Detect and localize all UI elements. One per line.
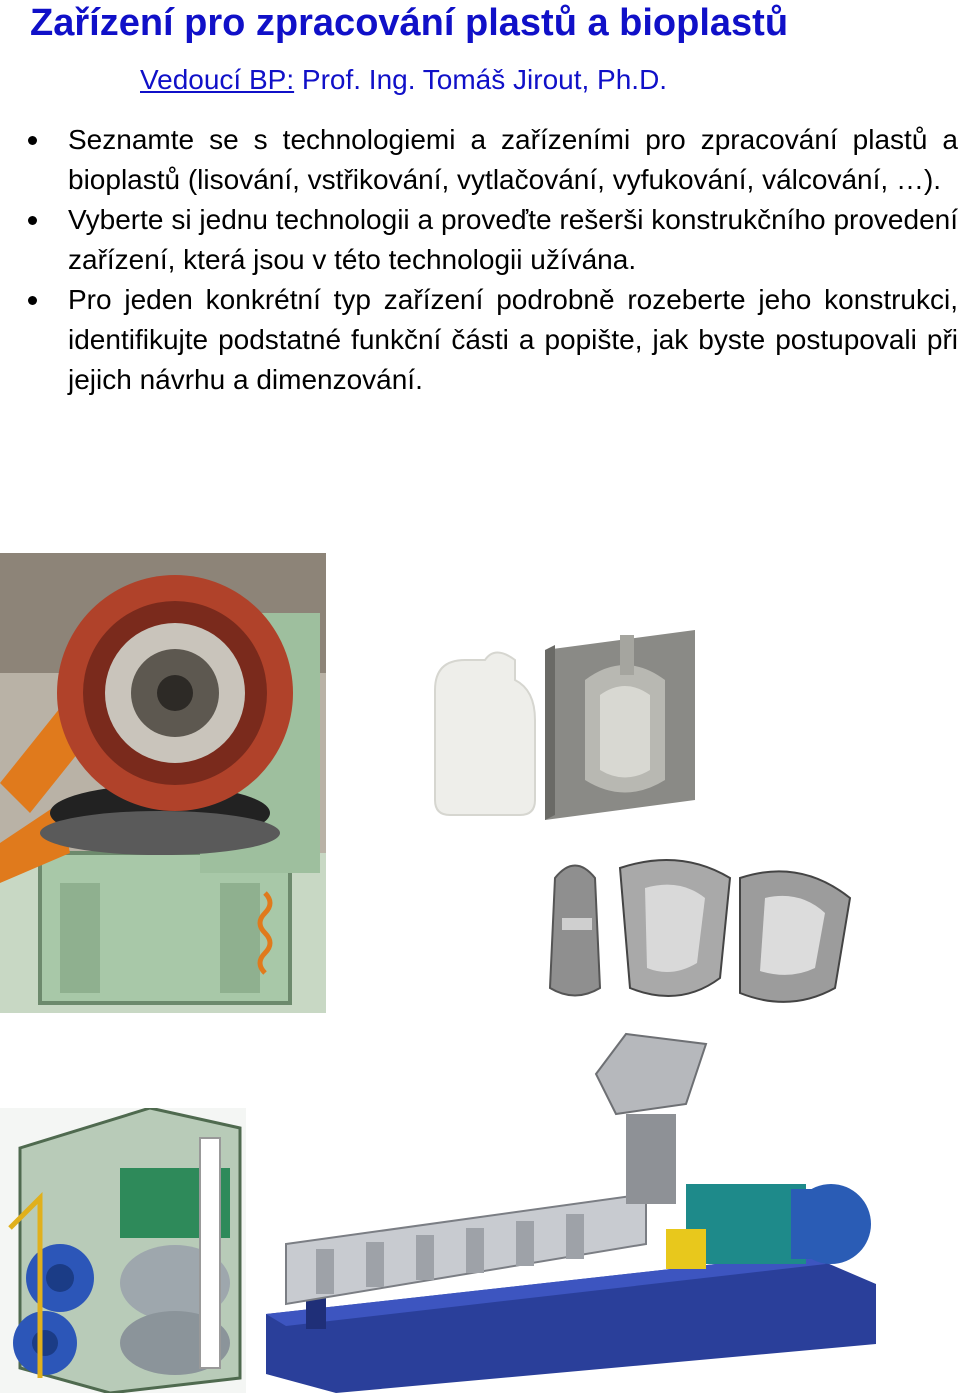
bullet-icon — [28, 136, 37, 145]
page-title: Zařízení pro zpracování plastů a bioplastů — [30, 2, 789, 44]
tire-press-photo — [0, 553, 326, 1013]
blow-mold-photo — [395, 620, 725, 825]
bullet-icon — [28, 216, 37, 225]
calender-photo — [0, 1108, 246, 1393]
task-list — [0, 120, 960, 400]
task-item — [0, 120, 960, 200]
bullet-icon — [28, 296, 37, 305]
supervisor-label: Vedoucí BP: — [140, 64, 295, 95]
task-text: Pro jeden konkrétní typ zařízení podrobně rozeberte jeho konstrukci, identifikujte podstatné funkční části a popište, jak byste postupovali při jejich návrhu a dimenzování. — [68, 284, 958, 395]
extruder-parts-photo — [540, 848, 860, 1010]
task-text: Seznamte se s technologiemi a zařízeními pro zpracování plastů a bioplastů (lisování, vstřikování, vytlačování, vyfukování, válcování, …). — [68, 124, 958, 195]
supervisor-line — [140, 62, 667, 98]
task-item — [0, 200, 960, 280]
task-text: Vyberte si jednu technologii a proveďte rešerši konstrukčního provedení zařízení, která jsou v této technologii užívána. — [68, 204, 958, 275]
twin-screw-extruder-photo — [246, 1014, 880, 1393]
task-item — [0, 280, 960, 400]
supervisor-name: Prof. Ing. Tomáš Jirout, Ph.D. — [294, 64, 668, 95]
